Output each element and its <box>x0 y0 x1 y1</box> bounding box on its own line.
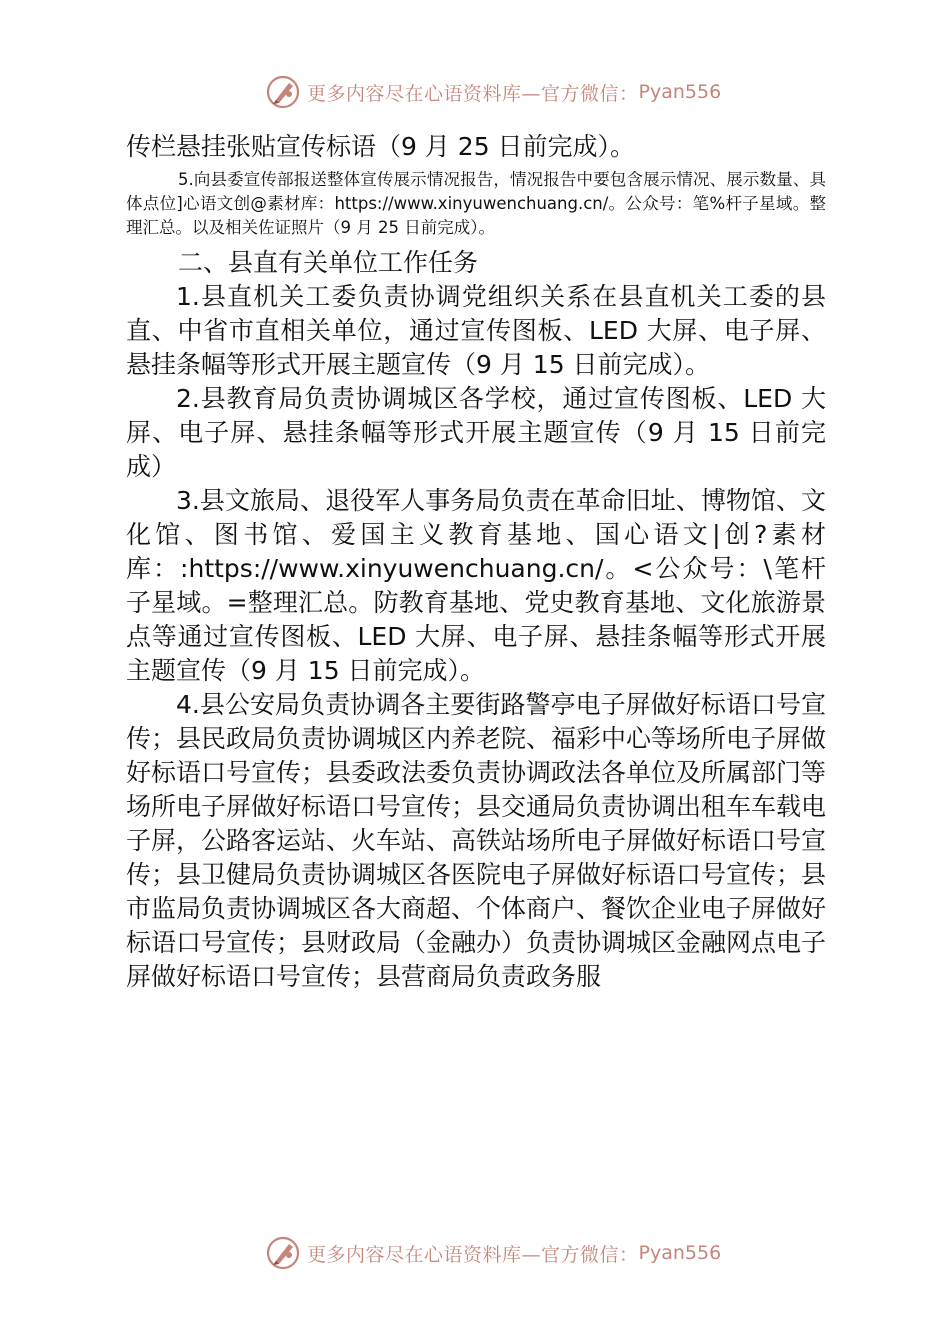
pen-nib-logo-icon <box>265 1235 301 1271</box>
paragraph-task-2: 2.县教育局负责协调城区各学校，通过宣传图板、LED 大屏、电子屏、悬挂条幅等形式开展主题宣传（9 月 15 日前完成） <box>126 384 826 481</box>
header-banner <box>265 72 785 112</box>
footer-banner <box>265 1233 785 1273</box>
section-heading: 二、县直有关单位工作任务 <box>178 248 479 277</box>
paragraph-intro: 传栏悬挂张贴宣传标语（9 月 25 日前完成）。 <box>126 132 636 161</box>
paragraph-item-5: 5.向县委宣传部报送整体宣传展示情况报告，情况报告中要包含展示情况、展示数量、具体点位]心语文创@素材库：https://www.xinyuwenchuang.cn/。公众号：笔%杆子星域。整理汇总。以及相关佐证照片（9 月 25 日前完成）。 <box>126 170 826 237</box>
paragraph-task-3: 3.县文旅局、退役军人事务局负责在革命旧址、博物馆、文化馆、图书馆、爱国主义教育基地、国心语文|创?素材库：:https://www.xinyuwenchuang.cn/。<公众号：\笔杆子星域。=整理汇总。防教育基地、党史教育基地、文化旅游景点等通过宣传图板、LED 大屏、电子屏、悬挂条幅等形式开展主题宣传（9 月 15 日前完成）。 <box>126 486 826 685</box>
banner-wechat-id: Pyan556 <box>638 1242 722 1264</box>
banner-text: 更多内容尽在心语资料库—官方微信： <box>307 82 639 105</box>
pen-nib-logo-icon <box>265 74 301 110</box>
document-body <box>126 130 826 994</box>
paragraph-task-4: 4.县公安局负责协调各主要街路警亭电子屏做好标语口号宣传；县民政局负责协调城区内养老院、福彩中心等场所电子屏做好标语口号宣传；县委政法委负责协调政法各单位及所属部门等场所电子屏做好标语口号宣传；县交通局负责协调出租车车载电子屏，公路客运站、火车站、高铁站场所电子屏做好标语口号宣传；县卫健局负责协调城区各医院电子屏做好标语口号宣传；县市监局负责协调城区各大商超、个体商户、餐饮企业电子屏做好标语口号宣传；县财政局（金融办）负责协调城区金融网点电子屏做好标语口号宣传；县营商局负责政务服 <box>126 690 827 991</box>
banner-text: 更多内容尽在心语资料库—官方微信： <box>307 1243 639 1266</box>
banner-wechat-id: Pyan556 <box>638 81 722 103</box>
paragraph-task-1: 1.县直机关工委负责协调党组织关系在县直机关工委的县直、中省市直相关单位，通过宣传图板、LED 大屏、电子屏、悬挂条幅等形式开展主题宣传（9 月 15 日前完成）。 <box>126 282 826 379</box>
